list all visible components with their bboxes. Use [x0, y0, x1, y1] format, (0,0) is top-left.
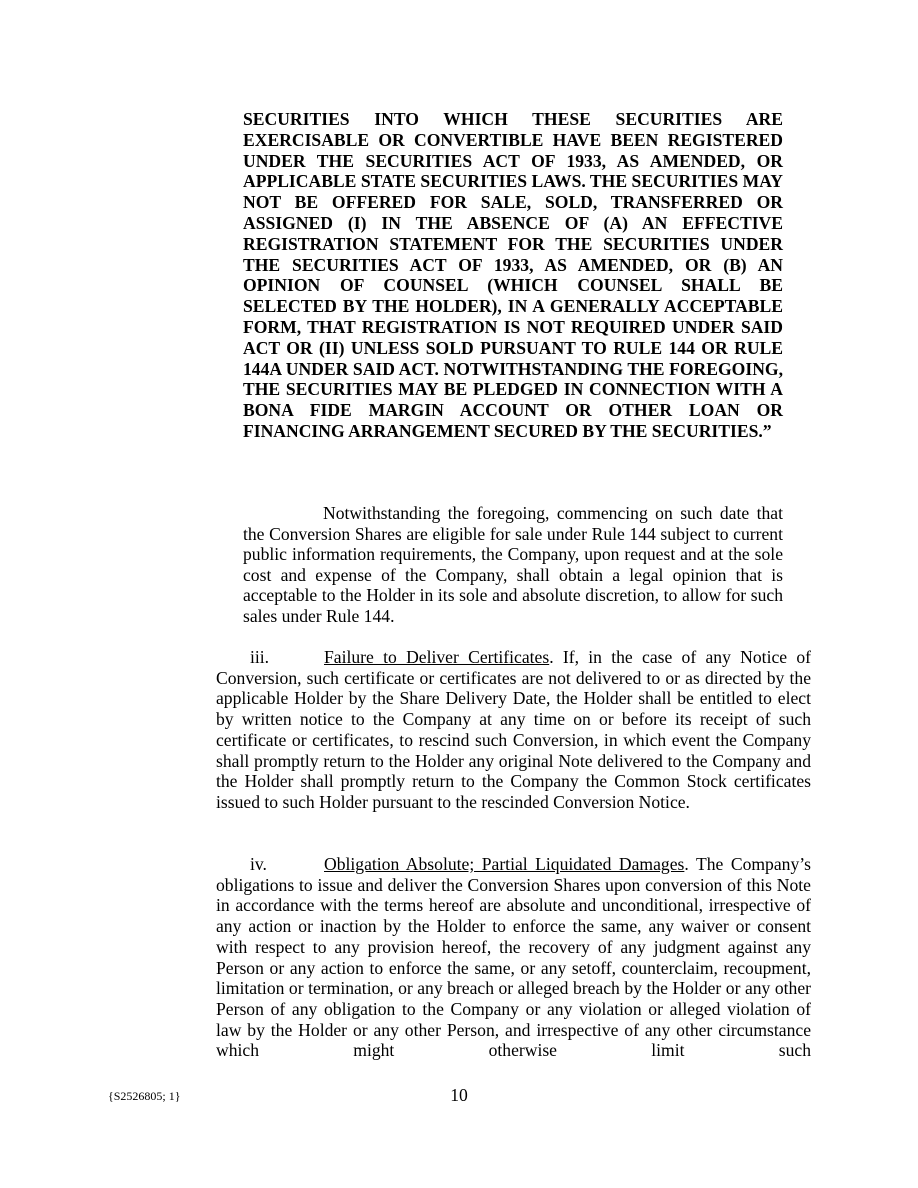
notwithstanding-paragraph: Notwithstanding the foregoing, commencing on such date that the Conversion Shares are eligible for sale under Rule 144 subject to current public information requirements, the Company, upon request and at the sole cost and expense of the Company, shall obtain a legal opinion that is acceptable to the Holder in its sole and absolute discretion, to allow for such sales under Rule 144.: [243, 503, 783, 626]
section-iii-body: . If, in the case of any Notice of Conversion, such certificate or certificates are not delivered to or as directed by the applicable Holder by the Share Delivery Date, the Holder shall be entitled to elect by written notice to the Company at any time on or before its receipt of such certificate or certificates, to rescind such Conversion, in which event the Company shall promptly return to the Holder any original Note delivered to the Company and the Holder shall promptly return to the Company the Common Stock certificates issued to such Holder pursuant to the rescinded Conversion Notice.: [216, 647, 812, 812]
section-iv-heading: Obligation Absolute; Partial Liquidated Damages: [324, 854, 685, 874]
footer-document-id: {S2526805; 1}: [108, 1089, 181, 1103]
section-iv-number: iv.: [250, 854, 267, 874]
section-iii-number: iii.: [250, 647, 270, 667]
section-iv-body: . The Company’s obligations to issue and deliver the Conversion Shares upon conversion of this Note in accordance with the terms hereof are absolute and unconditional, irrespective of any action or inaction by the Holder to enforce the same, any waiver or consent with respect to any provision hereof, the recovery of any judgment against any Person or any action to enforce the same, or any setoff, counterclaim, recoupment, limitation or termination, or any breach or alleged breach by the Holder or any other Person of any obligation to the Company or any violation or alleged violation of law by the Holder or any other Person, and irrespective of any other circumstance which might otherwise limit such: [216, 854, 811, 1061]
section-iv-paragraph: [216, 854, 811, 1061]
restrictive-legend: SECURITIES INTO WHICH THESE SECURITIES ARE EXERCISABLE OR CONVERTIBLE HAVE BEEN REGISTERED UNDER THE SECURITIES ACT OF 1933, AS AMENDED, OR APPLICABLE STATE SECURITIES LAWS. THE SECURITIES MAY NOT BE OFFERED FOR SALE, SOLD, TRANSFERRED OR ASSIGNED (I) IN THE ABSENCE OF (A) AN EFFECTIVE REGISTRATION STATEMENT FOR THE SECURITIES UNDER THE SECURITIES ACT OF 1933, AS AMENDED, OR (B) AN OPINION OF COUNSEL (WHICH COUNSEL SHALL BE SELECTED BY THE HOLDER), IN A GENERALLY ACCEPTABLE FORM, THAT REGISTRATION IS NOT REQUIRED UNDER SAID ACT OR (II) UNLESS SOLD PURSUANT TO RULE 144 OR RULE 144A UNDER SAID ACT. NOTWITHSTANDING THE FOREGOING, THE SECURITIES MAY BE PLEDGED IN CONNECTION WITH A BONA FIDE MARGIN ACCOUNT OR OTHER LOAN OR FINANCING ARRANGEMENT SECURED BY THE SECURITIES.”: [243, 109, 783, 441]
page-number: 10: [450, 1085, 468, 1105]
section-iii-heading: Failure to Deliver Certificates: [324, 647, 550, 667]
section-iii-paragraph: [216, 647, 811, 813]
